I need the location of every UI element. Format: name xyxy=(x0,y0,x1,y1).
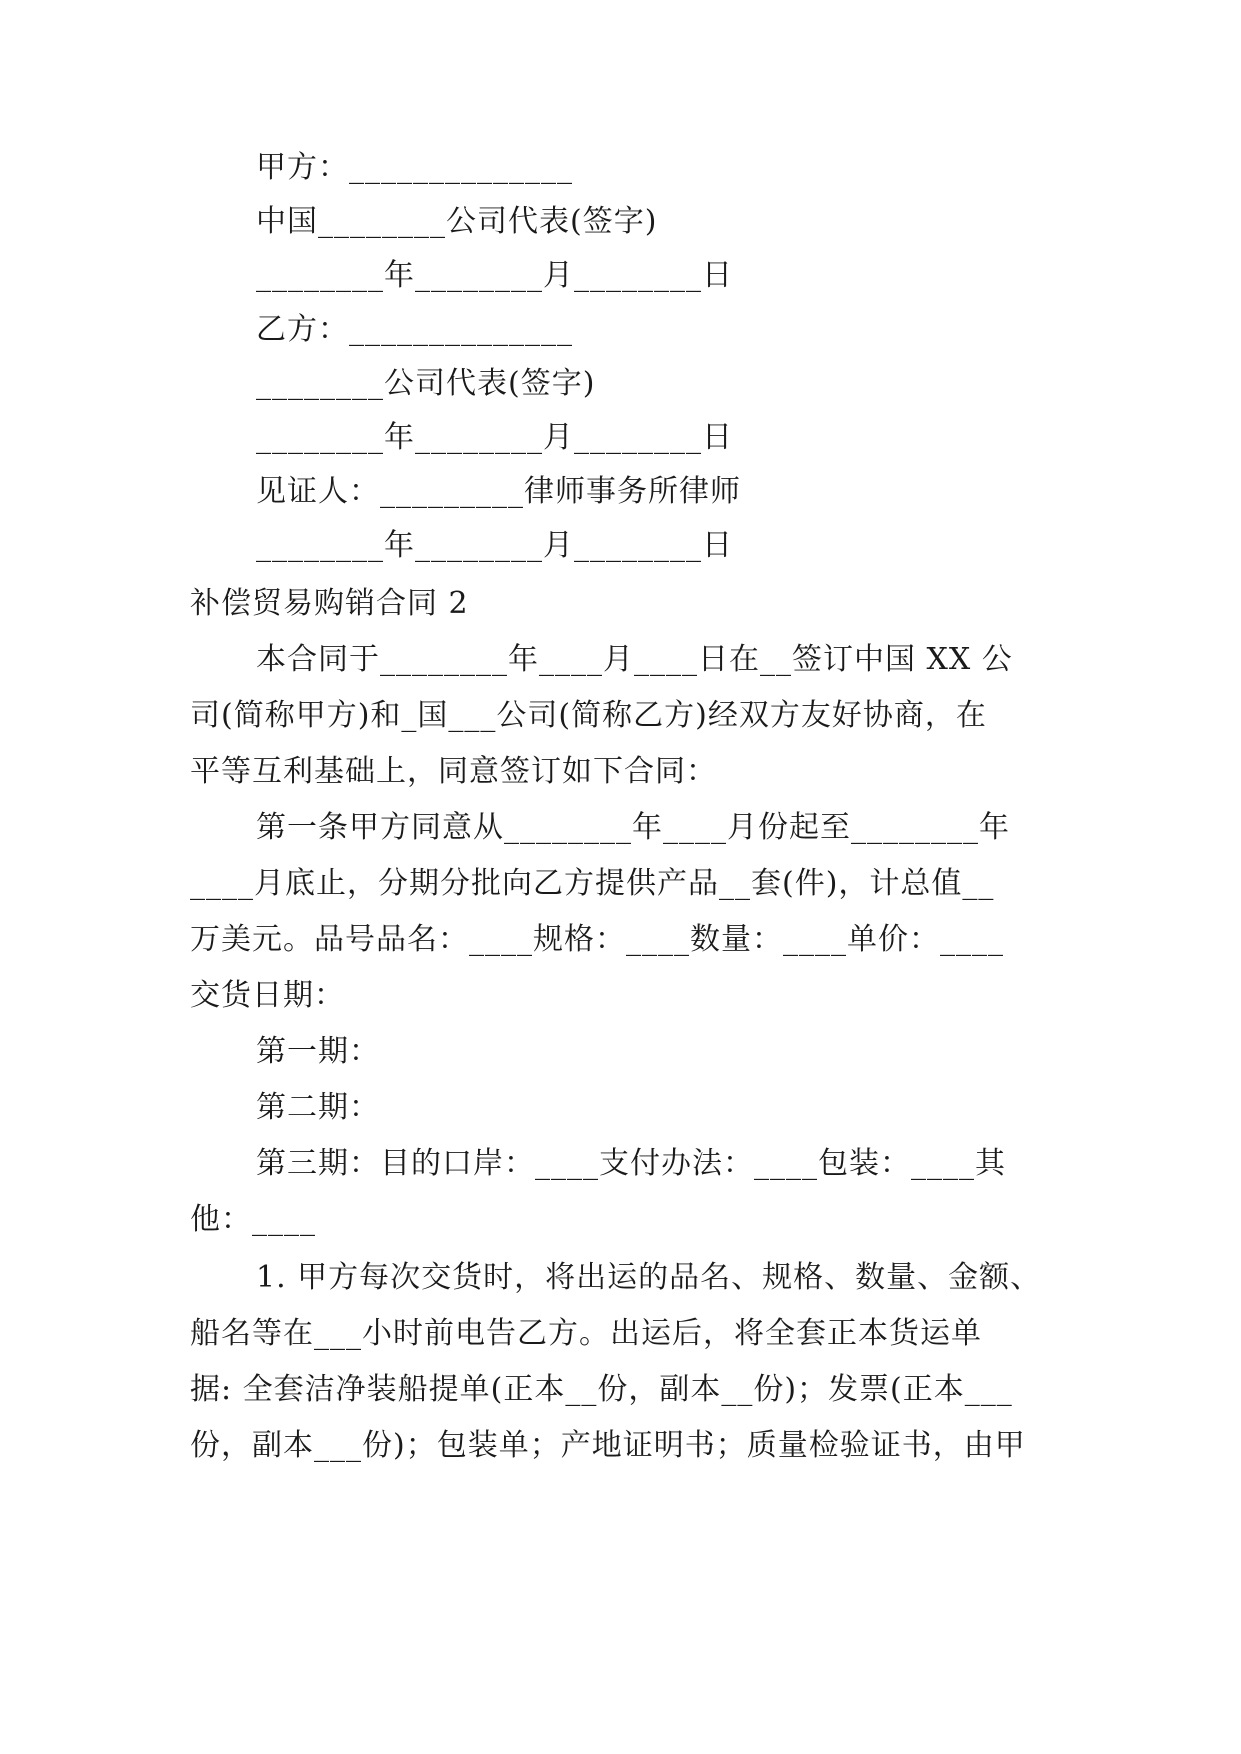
article1-line-3: 万美元。品号品名：____规格：____数量：____单价：____ xyxy=(190,922,1004,957)
party-a-date-line: ________年________月________日 xyxy=(256,258,733,293)
intro-line-1: 本合同于________年____月____日在__签订中国 XX 公 xyxy=(256,642,1013,677)
article1-line-1: 第一条甲方同意从________年____月份起至________年 xyxy=(256,810,1010,845)
party-b-line: 乙方：______________ xyxy=(256,312,573,347)
party-b-date-line: ________年________月________日 xyxy=(256,420,733,455)
phase2-line: 第二期： xyxy=(256,1090,380,1125)
intro-line-3: 平等互利基础上，同意签订如下合同： xyxy=(190,754,717,789)
party-b-company-line: ________公司代表(签字) xyxy=(256,366,596,401)
phase1-line: 第一期： xyxy=(256,1034,380,1069)
item1-line-1: 1. 甲方每次交货时，将出运的品名、规格、数量、金额、 xyxy=(256,1260,1042,1295)
intro-line-2: 司(简称甲方)和_国___公司(简称乙方)经双方友好协商，在 xyxy=(190,698,987,733)
item1-line-2: 船名等在___小时前电告乙方。出运后，将全套正本货运单 xyxy=(190,1316,982,1351)
contract-title: 补偿贸易购销合同 2 xyxy=(190,586,469,621)
item1-line-4: 份，副本___份)；包装单；产地证明书；质量检验证书，由甲 xyxy=(190,1428,1026,1463)
phase3-line-2: 他：____ xyxy=(190,1202,316,1237)
phase3-line-1: 第三期：目的口岸：____支付办法：____包装：____其 xyxy=(256,1146,1006,1181)
witness-line: 见证人：_________律师事务所律师 xyxy=(256,474,741,509)
item1-line-3: 据: 全套洁净装船提单(正本__份，副本__份)；发票(正本___ xyxy=(190,1372,1013,1407)
party-a-company-line: 中国________公司代表(签字) xyxy=(256,204,658,239)
witness-date-line: ________年________月________日 xyxy=(256,528,733,563)
article1-line-2: ____月底止，分期分批向乙方提供产品__套(件)，计总值__ xyxy=(190,866,995,901)
party-a-line: 甲方：______________ xyxy=(256,150,573,185)
article1-line-4: 交货日期： xyxy=(190,978,345,1013)
